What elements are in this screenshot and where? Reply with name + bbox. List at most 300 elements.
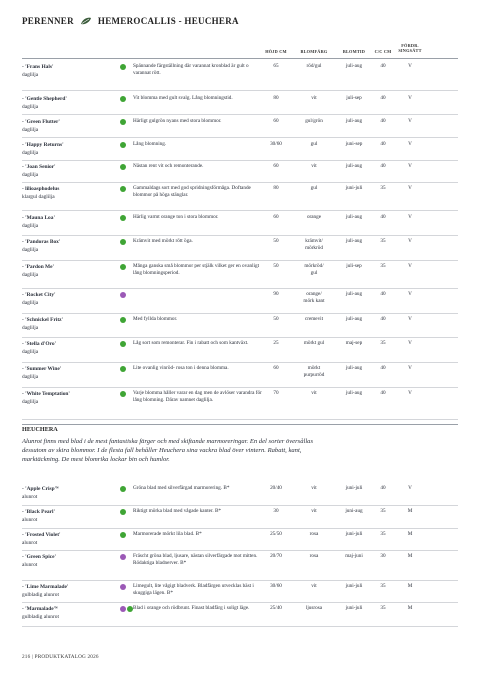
height-cell: 60	[273, 365, 279, 371]
plant-name: - lilioasphodelus	[22, 186, 60, 192]
height-cell: 50	[273, 238, 279, 244]
color-line1: röd/gul	[306, 63, 322, 69]
plant-name: - 'Gentle Shepherd'	[22, 96, 67, 102]
table-row	[22, 141, 458, 161]
color-cell	[292, 340, 336, 347]
green-dot-icon	[120, 215, 126, 221]
cc-cell: 40	[380, 214, 386, 220]
cc-cell: 40	[380, 95, 386, 101]
symbol-dots	[120, 509, 126, 515]
pot-cell: M	[407, 583, 413, 589]
height-cell: 30	[273, 508, 279, 514]
plant-name: - 'Marmalade'ᴺ	[22, 606, 58, 612]
row-divider	[22, 235, 458, 236]
green-dot-icon	[120, 391, 126, 397]
green-dot-icon	[120, 486, 126, 492]
bloom-cell: juni-aug	[345, 508, 363, 514]
row-divider	[22, 90, 458, 91]
plant-name-cell	[22, 95, 114, 111]
cc-cell: 40	[380, 63, 386, 69]
bloom-cell: juli-aug	[345, 118, 363, 124]
plant-name: - 'White Temptation'	[22, 391, 70, 397]
plant-name-cell	[22, 291, 114, 307]
cc-cell: 40	[380, 365, 386, 371]
col-pot	[394, 43, 426, 53]
bloom-cell: juni-sep	[345, 141, 363, 147]
plant-name-cell	[22, 531, 114, 547]
table-row	[22, 485, 458, 506]
plant-name: - 'Frans Hals'	[22, 64, 54, 70]
cc-cell: 40	[380, 118, 386, 124]
table-row	[22, 214, 458, 236]
color-line1: vit	[311, 583, 317, 589]
green-dot-icon	[120, 119, 126, 125]
green-dot-icon	[120, 366, 126, 372]
table-row	[22, 340, 458, 363]
plant-description: Blad i orange och rödbrunt. Finast bladfärg i soligt läge.	[133, 605, 250, 611]
pot-cell: V	[408, 316, 412, 322]
plant-name-cell	[22, 141, 114, 157]
plant-type: daglilja	[22, 374, 39, 380]
pot-cell: V	[408, 390, 412, 396]
plant-name: - 'Pandoras Box'	[22, 239, 61, 245]
color-cell	[292, 390, 336, 397]
pot-cell: V	[408, 291, 412, 297]
bloom-cell: juli-aug	[345, 316, 363, 322]
color-line1: mörkt gul	[303, 340, 325, 346]
table-row	[22, 583, 458, 603]
table-row	[22, 95, 458, 115]
plant-name-cell	[22, 508, 114, 524]
category-label: PERENNER	[22, 16, 74, 26]
height-cell: 60	[273, 118, 279, 124]
plant-name-cell	[22, 185, 114, 201]
col-color: BLOMFÄRG	[300, 49, 328, 54]
pot-cell: M	[407, 531, 413, 537]
symbol-dots	[120, 239, 126, 245]
plant-type: daglilja	[22, 104, 39, 110]
plant-type: daglilja	[22, 399, 39, 405]
col-height: HÖJD CM	[265, 49, 287, 54]
row-divider	[22, 313, 458, 314]
table-row	[22, 238, 458, 261]
color-cell	[292, 605, 336, 612]
green-dot-icon	[120, 142, 126, 148]
color-line1: vit	[311, 95, 317, 101]
cc-cell: 40	[380, 316, 386, 322]
pot-cell: V	[408, 163, 412, 169]
cc-cell: 40	[380, 485, 386, 491]
green-dot-icon	[120, 532, 126, 538]
plant-name-cell	[22, 365, 114, 381]
col-bloom: BLOMTID	[342, 49, 366, 54]
row-divider	[22, 362, 458, 363]
color-line1: orange/	[306, 291, 322, 297]
cc-cell: 35	[380, 238, 386, 244]
plant-description: Lång blomning.	[133, 141, 167, 147]
symbol-dots	[120, 215, 126, 221]
color-cell	[292, 238, 336, 251]
plant-name-cell	[22, 390, 114, 406]
bloom-cell: juni-juli	[345, 185, 363, 191]
bloom-cell: juni-juli	[345, 485, 363, 491]
purple-dot-icon	[120, 554, 126, 560]
bloom-cell: juni-juli	[345, 605, 363, 611]
symbol-dots	[120, 554, 126, 560]
color-line1: gul	[310, 185, 318, 191]
row-divider	[22, 114, 458, 115]
color-line1: rosa	[309, 531, 319, 537]
color-line1: mörkt	[307, 365, 321, 371]
table-row	[22, 365, 458, 388]
pot-cell: M	[407, 605, 413, 611]
table-row	[22, 185, 458, 211]
cc-cell: 40	[380, 291, 386, 297]
height-cell: 20/70	[270, 553, 282, 559]
pot-cell: V	[408, 340, 412, 346]
plant-name-cell	[22, 605, 114, 621]
symbol-dots	[120, 64, 126, 70]
bloom-cell: juli-aug	[345, 291, 363, 297]
cc-cell: 40	[380, 163, 386, 169]
color-line1: vit	[311, 390, 317, 396]
purple-dot-icon	[120, 584, 126, 590]
row-divider	[22, 626, 458, 627]
height-cell: 30/60	[270, 583, 282, 589]
color-cell	[292, 95, 336, 102]
row-divider	[22, 182, 458, 183]
section-divider	[22, 424, 458, 425]
plant-description: Fräscht gröna blad, ljusare, nästan silverfärgade mot mitten. Rödaktiga bladnerver. B*	[133, 553, 258, 566]
plant-type: daglilja	[22, 127, 39, 133]
pot-cell: V	[408, 141, 412, 147]
plant-type: alunrot	[22, 517, 38, 523]
height-cell: 50	[273, 263, 279, 269]
green-dot-icon	[120, 64, 126, 70]
green-dot-icon	[120, 264, 126, 270]
plant-name-cell	[22, 163, 114, 179]
pot-cell: V	[408, 365, 412, 371]
green-dot-icon	[120, 96, 126, 102]
symbol-dots	[120, 341, 126, 347]
plant-type: daglilja	[22, 172, 39, 178]
plant-name: - 'Green Flutter'	[22, 119, 60, 125]
cc-cell: 35	[380, 605, 386, 611]
table-row	[22, 531, 458, 551]
symbol-dots	[120, 96, 126, 102]
row-divider	[22, 260, 458, 261]
color-line1: gul/grön	[305, 118, 323, 124]
plant-name-cell	[22, 340, 114, 356]
color-line2: gul	[310, 269, 318, 276]
plant-name: - 'Mauna Loa'	[22, 215, 55, 221]
header-divider	[22, 58, 458, 59]
plant-description: Låg sort som remonterar. Fin i rabatt och som kantväxt.	[133, 340, 249, 346]
green-dot-icon	[120, 509, 126, 515]
cc-cell: 35	[380, 531, 386, 537]
plant-description: Spännande färgställning där varannat kronblad är gult o varannat rött.	[133, 63, 249, 76]
color-line1: vit	[311, 508, 317, 514]
symbol-dots	[120, 119, 126, 125]
plant-description: Nästan rent vit och remonterande.	[133, 163, 204, 169]
plant-description: Gammaldags sort med god spridningsförmåga. Doftande blommor på höga stänglar.	[133, 185, 251, 198]
symbol-dots	[120, 606, 133, 612]
color-line1: vit	[311, 163, 317, 169]
cc-cell: 35	[380, 340, 386, 346]
row-divider	[22, 602, 458, 603]
symbol-dots	[120, 186, 126, 192]
pot-cell: V	[408, 118, 412, 124]
row-divider	[22, 528, 458, 529]
color-cell	[292, 316, 336, 323]
pot-cell: V	[408, 214, 412, 220]
plant-type: daglilja	[22, 72, 39, 78]
plant-type: gulbladig alunrot	[22, 592, 59, 598]
height-cell: 25/50	[270, 531, 282, 537]
plant-type: daglilja	[22, 325, 39, 331]
row-divider	[22, 160, 458, 161]
pot-cell: V	[408, 263, 412, 269]
green-dot-icon	[120, 186, 126, 192]
plant-name-cell	[22, 63, 114, 79]
color-cell	[292, 263, 336, 276]
pot-cell: M	[407, 553, 413, 559]
plant-name-cell	[22, 263, 114, 279]
table-row	[22, 263, 458, 289]
symbol-dots	[120, 264, 126, 270]
bloom-cell: juni-juli	[345, 531, 363, 537]
plant-description: Härligt gulgrön nyans med stora blommor.	[133, 118, 222, 124]
plant-description: Vit blomma med gult svalg. Lång blomningstid.	[133, 95, 233, 101]
green-dot-icon	[120, 317, 126, 323]
plant-type: alunrot	[22, 562, 38, 568]
symbol-dots	[120, 142, 126, 148]
table-row	[22, 316, 458, 338]
bloom-cell: juli-aug	[345, 390, 363, 396]
purple-dot-icon	[120, 292, 126, 298]
symbol-dots	[120, 391, 126, 397]
bloom-cell: juli-sep	[346, 263, 362, 269]
pot-cell: V	[408, 238, 412, 244]
table-row	[22, 553, 458, 581]
col-cc: C/C CM	[374, 49, 392, 54]
plant-name: - 'Stella d'Oro'	[22, 341, 57, 347]
subcategory-label: HEMEROCALLIS - HEUCHERA	[97, 16, 239, 26]
column-headers	[0, 42, 480, 58]
color-line1: krämvit/	[305, 238, 323, 244]
color-line1: rosa	[309, 553, 319, 559]
symbol-dots	[120, 317, 126, 323]
cc-cell: 40	[380, 390, 386, 396]
color-cell	[292, 553, 336, 560]
height-cell: 30/60	[270, 141, 282, 147]
color-line2: mörk kant	[303, 297, 325, 304]
cc-cell: 35	[380, 508, 386, 514]
plant-type: daglilja	[22, 272, 39, 278]
row-divider	[22, 387, 458, 388]
color-cell	[292, 291, 336, 304]
table-row	[22, 291, 458, 314]
plant-description: Många ganska små blommor per stjälk vilket ger en ovanligt lång blomningsperiod.	[133, 263, 260, 276]
plant-name: - 'Rocket City'	[22, 292, 56, 298]
height-cell: 90	[273, 291, 279, 297]
table-row	[22, 508, 458, 529]
height-cell: 50	[273, 316, 279, 322]
color-cell	[292, 185, 336, 192]
height-cell: 80	[273, 95, 279, 101]
green-dot-icon	[120, 239, 126, 245]
plant-name: - 'Frosted Violet'	[22, 532, 61, 538]
plant-name-cell	[22, 485, 114, 501]
symbol-dots	[120, 584, 126, 590]
bloom-cell: juli-sep	[346, 95, 362, 101]
height-cell: 25	[273, 340, 279, 346]
height-cell: 25/40	[270, 605, 282, 611]
green-dot-icon	[120, 164, 126, 170]
plant-description: Med fyllda blommor.	[133, 316, 178, 322]
color-cell	[292, 508, 336, 515]
cc-cell: 35	[380, 583, 386, 589]
height-cell: 70	[273, 390, 279, 396]
plant-type: daglilja	[22, 247, 39, 253]
plant-description: Gröna blad med silverfärgad marmorering. B*	[133, 485, 230, 491]
plant-name: - 'Schnickel Fritz'	[22, 317, 64, 323]
color-line1: ljusrosa	[305, 605, 323, 611]
plant-type: alunrot	[22, 494, 38, 500]
color-cell	[292, 531, 336, 538]
row-divider	[22, 550, 458, 551]
plant-description: Riktigt mörka blad med vågade kanter. B*	[133, 508, 222, 514]
bloom-cell: maj-juni	[345, 553, 363, 559]
pot-cell: M	[407, 508, 413, 514]
color-cell	[292, 485, 336, 492]
plant-description: Lite ovanlig vinröd- rosa ton i denna blomma.	[133, 365, 229, 371]
plant-description: Krämvit med mörkt rött öga.	[133, 238, 193, 244]
row-divider	[22, 337, 458, 338]
plant-name: - 'Summer Wine'	[22, 366, 62, 372]
row-divider	[22, 505, 458, 506]
purple-dot-icon	[120, 606, 126, 612]
bloom-cell: juli-aug	[345, 163, 363, 169]
plant-type: gulbladig alunrot	[22, 614, 59, 620]
plant-name: - 'Pardon Me'	[22, 264, 55, 270]
row-divider	[22, 419, 458, 420]
page-footer: 216 | PRODUKTKATALOG 2026	[22, 654, 99, 660]
row-divider	[22, 288, 458, 289]
plant-description: Limegult, lite vågigt bladverk. Bladfärgen utvecklas bäst i skuggiga lägen. B*	[133, 583, 254, 596]
cc-cell: 35	[380, 185, 386, 191]
bloom-cell: juli-aug	[345, 238, 363, 244]
height-cell: 65	[273, 63, 279, 69]
symbol-dots	[120, 366, 126, 372]
col-pot-line2: SINGSÄTT	[398, 48, 422, 53]
bloom-cell: maj-sep	[345, 340, 363, 346]
symbol-dots	[120, 532, 126, 538]
color-cell	[292, 141, 336, 148]
cc-cell: 30	[380, 553, 386, 559]
col-pot-line1: FÖRDR.	[401, 43, 419, 48]
color-cell	[292, 163, 336, 170]
bloom-cell: juli-aug	[345, 365, 363, 371]
plant-description: Varje blomma håller varar en dag men de avlöser varandra för lång blomning. Därav namnet daglilja.	[133, 390, 262, 403]
section-intro: Alunrot finns med blad i de mest fantastiska färger och med skiftande marmoreringar. En del sorter översållas dessutom av skira blommor. I de flesta fall behåller Heuchera sina vackra blad över vintern. Rabatt, kant, marktäckning. De mest blomrika lockar bin och humlor.	[22, 438, 314, 463]
plant-description: Marmorerade mörkt lila blad. B*	[133, 531, 202, 537]
height-cell: 60	[273, 214, 279, 220]
color-line1: mörkröd/	[304, 263, 324, 269]
plant-description: Härlig varmt orange ton i stora blommor.	[133, 214, 219, 220]
symbol-dots	[120, 486, 126, 492]
color-line1: vit	[311, 485, 317, 491]
plant-type: daglilja	[22, 349, 39, 355]
plant-name: - 'Apple Crisp'ᴺ	[22, 486, 59, 492]
page-header	[22, 16, 239, 26]
plant-name-cell	[22, 238, 114, 254]
plant-type: alunrot	[22, 540, 38, 546]
plant-name-cell	[22, 553, 114, 569]
row-divider	[22, 210, 458, 211]
symbol-dots	[120, 164, 126, 170]
table-row	[22, 63, 458, 91]
color-line1: cremevit	[304, 316, 324, 322]
green-dot-icon	[120, 341, 126, 347]
pot-cell: V	[408, 185, 412, 191]
cc-cell: 35	[380, 263, 386, 269]
color-cell	[292, 365, 336, 378]
height-cell: 20/40	[270, 485, 282, 491]
leaf-icon	[80, 17, 92, 25]
table-row	[22, 605, 458, 627]
pot-cell: V	[408, 485, 412, 491]
height-cell: 60	[273, 163, 279, 169]
plant-name: - 'Black Pearl'	[22, 509, 55, 515]
section-title: HEUCHERA	[22, 426, 58, 433]
table-row	[22, 163, 458, 183]
plant-type: klargul daglilja	[22, 194, 55, 200]
color-line1: orange	[306, 214, 322, 220]
bloom-cell: juli-aug	[345, 63, 363, 69]
row-divider	[22, 137, 458, 138]
color-line1: gul	[310, 141, 318, 147]
symbol-dots	[120, 292, 126, 298]
bloom-cell: juli-aug	[345, 214, 363, 220]
color-cell	[292, 214, 336, 221]
plant-name: - 'Joan Senior'	[22, 164, 56, 170]
color-cell	[292, 63, 336, 70]
plant-name-cell	[22, 118, 114, 134]
bloom-cell: juni-juli	[345, 583, 363, 589]
cc-cell: 40	[380, 141, 386, 147]
plant-name: - 'Green Spice'	[22, 554, 57, 560]
plant-type: daglilja	[22, 223, 39, 229]
plant-type: daglilja	[22, 300, 39, 306]
plant-name: - 'Happy Returns'	[22, 142, 64, 148]
color-cell	[292, 118, 336, 125]
height-cell: 80	[273, 185, 279, 191]
table-row	[22, 390, 458, 420]
plant-name-cell	[22, 583, 114, 599]
plant-name-cell	[22, 214, 114, 230]
pot-cell: V	[408, 95, 412, 101]
plant-type: daglilja	[22, 150, 39, 156]
color-line2: mörkröd	[305, 244, 323, 251]
color-line2: purpurröd	[303, 371, 325, 378]
pot-cell: V	[408, 63, 412, 69]
plant-name-cell	[22, 316, 114, 332]
plant-name: - 'Lime Marmalade'	[22, 584, 69, 590]
row-divider	[22, 580, 458, 581]
table-row	[22, 118, 458, 138]
color-cell	[292, 583, 336, 590]
